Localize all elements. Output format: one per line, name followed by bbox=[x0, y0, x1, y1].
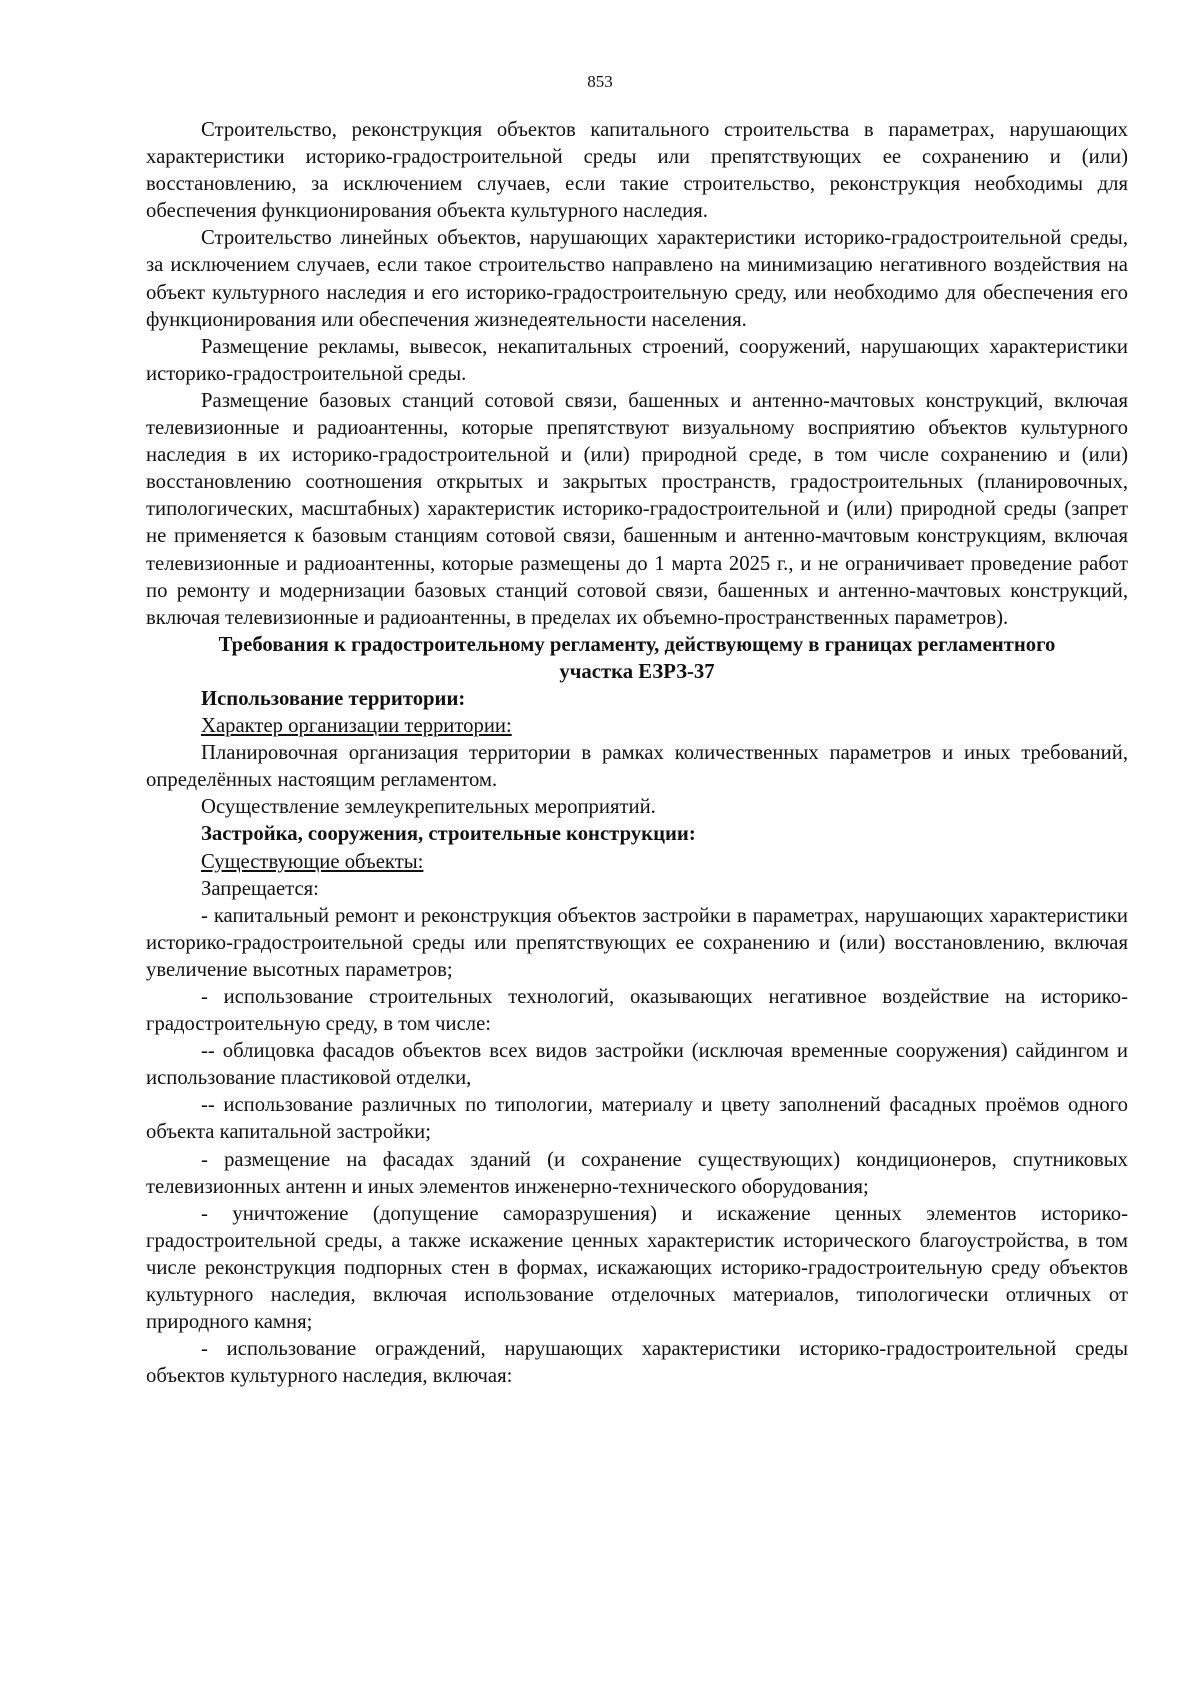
subsection-heading: Застройка, сооружения, строительные конструкции: bbox=[201, 823, 696, 846]
list-item: - уничтожение (допущение саморазрушения) и искажение ценных элементов историко-градостроительной среды, а также искажение ценных характеристик исторического благоустройства, в том числе реконструкция подпорных стен в формах, искажающих историко-градостроительную среду объектов культурного наследия, включая использование отделочных материалов, типологически отличных от природного камня; bbox=[146, 1202, 1128, 1334]
underlined-heading bbox=[146, 713, 1128, 740]
page-number: 853 bbox=[587, 72, 613, 91]
paragraph: Запрещается: bbox=[201, 877, 319, 900]
paragraph: Строительство, реконструкция объектов капитального строительства в параметрах, нарушающих характеристики историко-градостроительной среды или препятствующих ее сохранению и (или) восстановлению, за исключением случаев, если такие строительство, реконструкция необходимы для обеспечения функционирования объекта культурного наследия. bbox=[146, 119, 1128, 223]
paragraph: Осуществление землеукрепительных мероприятий. bbox=[201, 796, 656, 819]
paragraph: Строительство линейных объектов, нарушающих характеристики историко-градостроительной среды, за исключением случаев, если такое строительство направлено на минимизацию негативного воздействия на объект культурного наследия и его историко-градостроительную среду, или необходимо для обеспечения его функционирования или обеспечения жизнедеятельности населения. bbox=[146, 227, 1128, 331]
subsection-heading: Использование территории: bbox=[201, 687, 466, 710]
list-item: - размещение на фасадах зданий (и сохранение существующих) кондиционеров, спутниковых телевизионных антенн и иных элементов инженерно-технического оборудования; bbox=[146, 1148, 1128, 1198]
list-subitem: -- использование различных по типологии, материалу и цвету заполнений фасадных проёмов одного объекта капитальной застройки; bbox=[146, 1094, 1128, 1144]
list-item: - использование ограждений, нарушающих характеристики историко-градостроительной среды объектов культурного наследия, включая: bbox=[146, 1338, 1128, 1388]
paragraph: Планировочная организация территории в рамках количественных параметров и иных требований, определённых настоящим регламентом. bbox=[146, 742, 1128, 792]
section-heading: Требования к градостроительному регламенту, действующему в границах регламентного участка ЕЗРЗ-37 bbox=[218, 633, 1056, 683]
underlined-heading-text: Существующие объекты: bbox=[201, 850, 424, 873]
underlined-heading-text: Характер организации территории: bbox=[201, 715, 512, 738]
list-subitem: -- облицовка фасадов объектов всех видов застройки (исключая временные сооружения) сайдингом и использование пластиковой отделки, bbox=[146, 1040, 1128, 1090]
underlined-heading bbox=[146, 849, 1128, 876]
list-item: - использование строительных технологий, оказывающих негативное воздействие на историко-градостроительную среду, в том числе: bbox=[146, 986, 1128, 1036]
paragraph: Размещение базовых станций сотовой связи, башенных и антенно-мачтовых конструкций, включая телевизионные и радиоантенны, которые препятствуют визуальному восприятию объектов культурного наследия в их историко-градостроительной и (или) природной среде, в том числе сохранению и (или) восстановлению соотношения открытых и закрытых пространств, градостроительных (планировочных, типологических, масштабных) характеристик историко-градостроительной и (или) природной среды (запрет не применяется к базовым станциям сотовой связи, башенным и антенно-мачтовым конструкциям, включая телевизионные и радиоантенны, которые размещены до 1 марта 2025 г., и не ограничивает проведение работ по ремонту и модернизации базовых станций сотовой связи, башенных и антенно-мачтовых конструкций, включая телевизионные и радиоантенны, в пределах их объемно-пространственных параметров). bbox=[146, 389, 1128, 629]
paragraph: Размещение рекламы, вывесок, некапитальных строений, сооружений, нарушающих характеристики историко-градостроительной среды. bbox=[146, 335, 1128, 385]
list-item: - капитальный ремонт и реконструкция объектов застройки в параметрах, нарушающих характеристики историко-градостроительной среды или препятствующих ее сохранению и (или) восстановлению, включая увеличение высотных параметров; bbox=[146, 904, 1128, 981]
document-body bbox=[146, 117, 1128, 1390]
